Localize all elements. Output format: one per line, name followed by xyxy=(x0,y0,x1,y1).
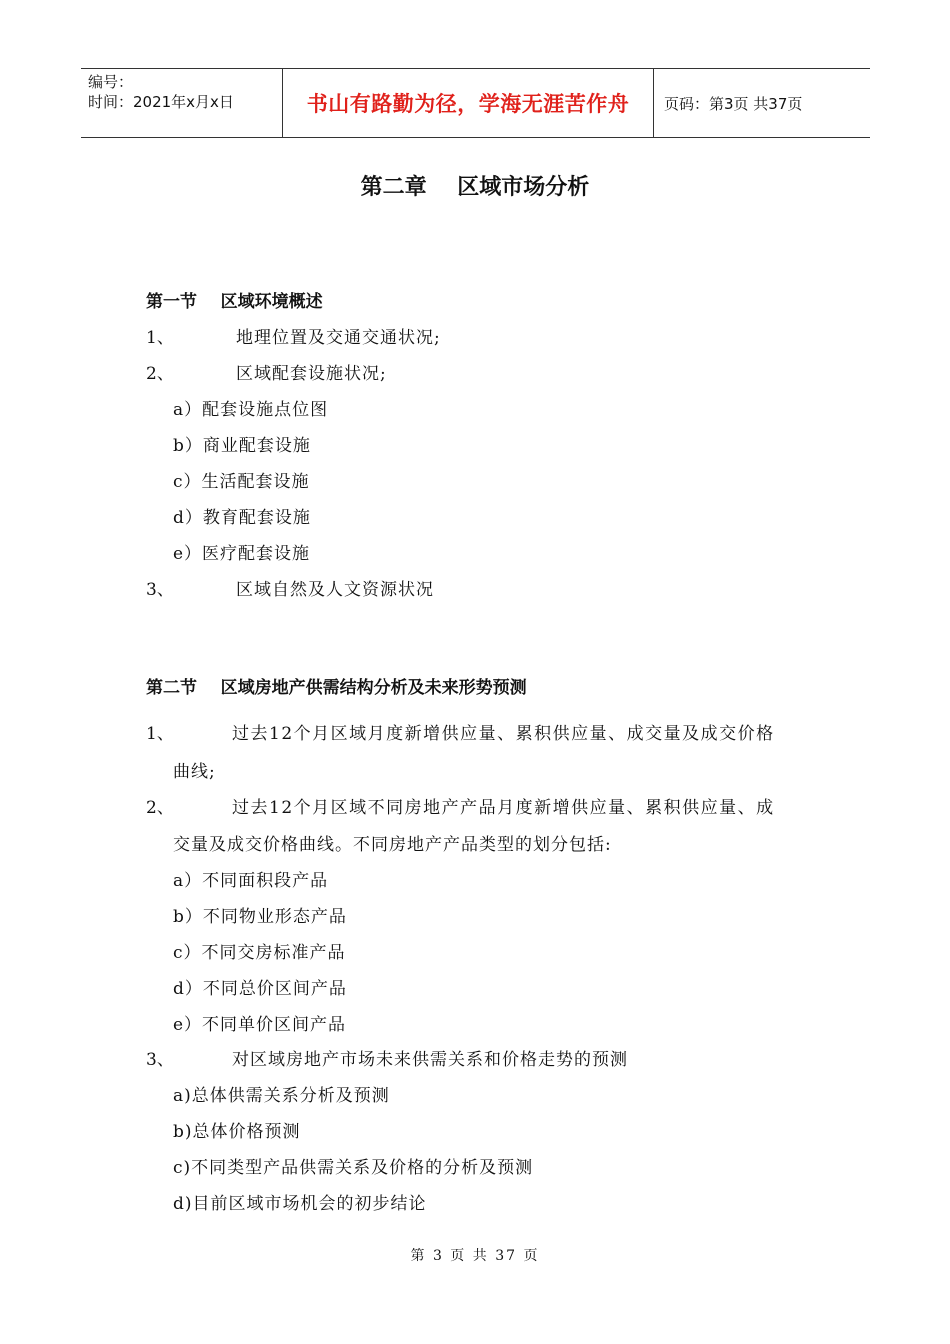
s2-item2-number: 2、 xyxy=(146,798,174,818)
s2-sub-d: d）不同总价区间产品 xyxy=(173,979,347,999)
s2-sub3-c: c)不同类型产品供需关系及价格的分析及预测 xyxy=(173,1158,534,1178)
s2-sub3-a: a)总体供需关系分析及预测 xyxy=(173,1086,390,1106)
s2-item2-line2: 交量及成交价格曲线。不同房地产产品类型的划分包括: xyxy=(173,835,612,855)
s2-item3-number: 3、 xyxy=(146,1050,174,1070)
s2-sub-b: b）不同物业形态产品 xyxy=(173,907,347,927)
s2-sub3-d: d)目前区域市场机会的初步结论 xyxy=(173,1194,427,1214)
s1-sub-a: a）配套设施点位图 xyxy=(173,400,329,420)
s1-sub-e: e）医疗配套设施 xyxy=(173,544,311,564)
s2-item1-line2: 曲线; xyxy=(173,762,216,782)
header-page-label: 页码：第3页 共37页 xyxy=(664,94,803,113)
s1-sub-d: d）教育配套设施 xyxy=(173,508,311,528)
s1-item2-text: 区域配套设施状况; xyxy=(236,364,387,384)
section-2-title: 第二节 区域房地产供需结构分析及未来形势预测 xyxy=(146,678,527,698)
s1-item2-number: 2、 xyxy=(146,364,174,384)
s2-item3-text: 对区域房地产市场未来供需关系和价格走势的预测 xyxy=(232,1050,628,1070)
s2-item1-line1: 过去12个月区域月度新增供应量、累积供应量、成交量及成交价格 xyxy=(232,724,775,744)
date-label: 时间：2021年x月x日 xyxy=(88,93,234,111)
s2-item2-line1: 过去12个月区域不同房地产产品月度新增供应量、累积供应量、成 xyxy=(232,798,775,818)
s1-item3-text: 区域自然及人文资源状况 xyxy=(236,580,434,600)
s1-item1-text: 地理位置及交通交通状况; xyxy=(236,328,441,348)
s2-sub-a: a）不同面积段产品 xyxy=(173,871,329,891)
s1-sub-c: c）生活配套设施 xyxy=(173,472,310,492)
section-1-title: 第一节 区域环境概述 xyxy=(146,292,323,312)
s2-item1-number: 1、 xyxy=(146,724,174,744)
s1-sub-b: b）商业配套设施 xyxy=(173,436,311,456)
page-header xyxy=(81,68,870,138)
s2-sub-c: c）不同交房标准产品 xyxy=(173,943,346,963)
s2-sub3-b: b)总体价格预测 xyxy=(173,1122,301,1142)
page-footer: 第 3 页 共 37 页 xyxy=(410,1248,540,1264)
serial-label: 编号： xyxy=(88,73,134,91)
s1-item3-number: 3、 xyxy=(146,580,174,600)
s2-sub-e: e）不同单价区间产品 xyxy=(173,1015,347,1035)
chapter-title: 第二章 区域市场分析 xyxy=(360,175,590,200)
header-info xyxy=(81,69,282,137)
header-motto-cell xyxy=(282,69,654,137)
s1-item1-number: 1、 xyxy=(146,328,174,348)
motto-text: 书山有路勤为径，学海无涯苦作舟 xyxy=(306,92,630,116)
